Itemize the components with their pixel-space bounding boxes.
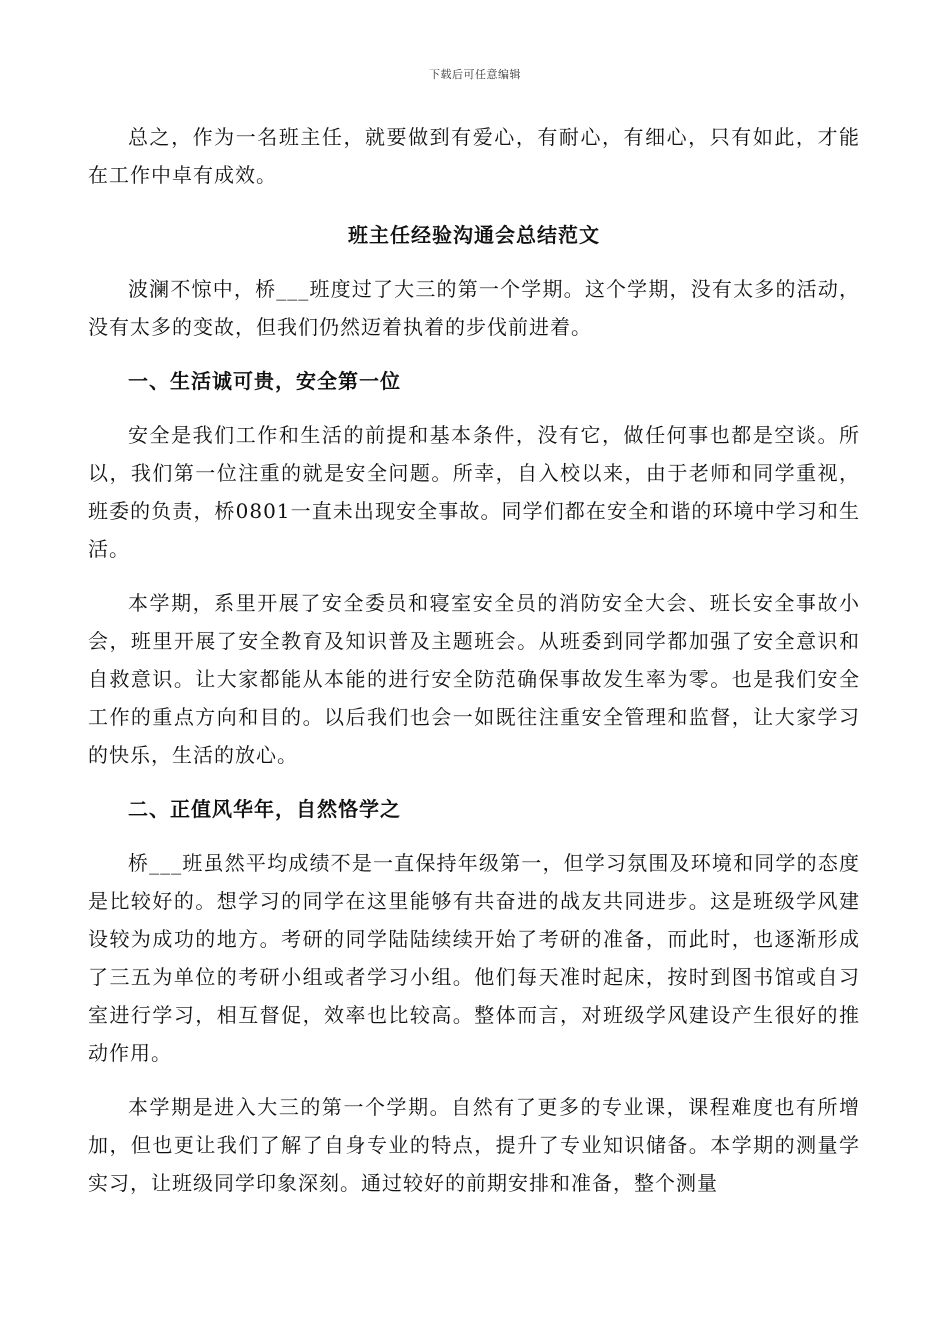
paragraph-3: 本学期，系里开展了安全委员和寝室安全员的消防安全大会、班长安全事故小会，班里开展了安全教育及知识普及主题班会。从班委到同学都加强了安全意识和自救意识。让大家都能从本能的进行安全防范确保事故发生率为零。也是我们安全工作的重点方向和目的。以后我们也会一如既往注重安全管理和监督，让大家学习的快乐，生活的放心。	[88, 591, 860, 767]
document-title: 班主任经验沟通会总结范文	[348, 223, 600, 247]
section-heading-1: 一、生活诚可贵，安全第一位	[128, 369, 401, 393]
paragraph-2: 安全是我们工作和生活的前提和基本条件，没有它，做任何事也都是空谈。所以，我们第一位注重的就是安全问题。所幸，自入校以来，由于老师和同学重视，班委的负责，桥0801一直未出现安全事故。同学们都在安全和谐的环境中学习和生活。	[88, 423, 860, 561]
document-body	[88, 118, 860, 1202]
header-note: 下载后可任意编辑	[429, 68, 521, 81]
intro-paragraph: 总之，作为一名班主任，就要做到有爱心，有耐心，有细心，只有如此，才能在工作中卓有成效。	[88, 125, 860, 187]
paragraph-5: 本学期是进入大三的第一个学期。自然有了更多的专业课，课程难度也有所增加，但也更让我们了解了自身专业的特点，提升了专业知识储备。本学期的测量学实习，让班级同学印象深刻。通过较好的前期安排和准备，整个测量	[88, 1095, 860, 1195]
paragraph-4: 桥___班虽然平均成绩不是一直保持年级第一，但学习氛围及环境和同学的态度是比较好的。想学习的同学在这里能够有共奋进的战友共同进步。这是班级学风建设较为成功的地方。考研的同学陆陆续续开始了考研的准备，而此时，也逐渐形成了三五为单位的考研小组或者学习小组。他们每天准时起床，按时到图书馆或自习室进行学习，相互督促，效率也比较高。整体而言，对班级学风建设产生很好的推动作用。	[88, 851, 860, 1065]
section-heading-2: 二、正值风华年，自然恪学之	[128, 797, 401, 821]
paragraph-1: 波澜不惊中，桥___班度过了大三的第一个学期。这个学期，没有太多的活动，没有太多的变故，但我们仍然迈着执着的步伐前进着。	[88, 277, 860, 339]
